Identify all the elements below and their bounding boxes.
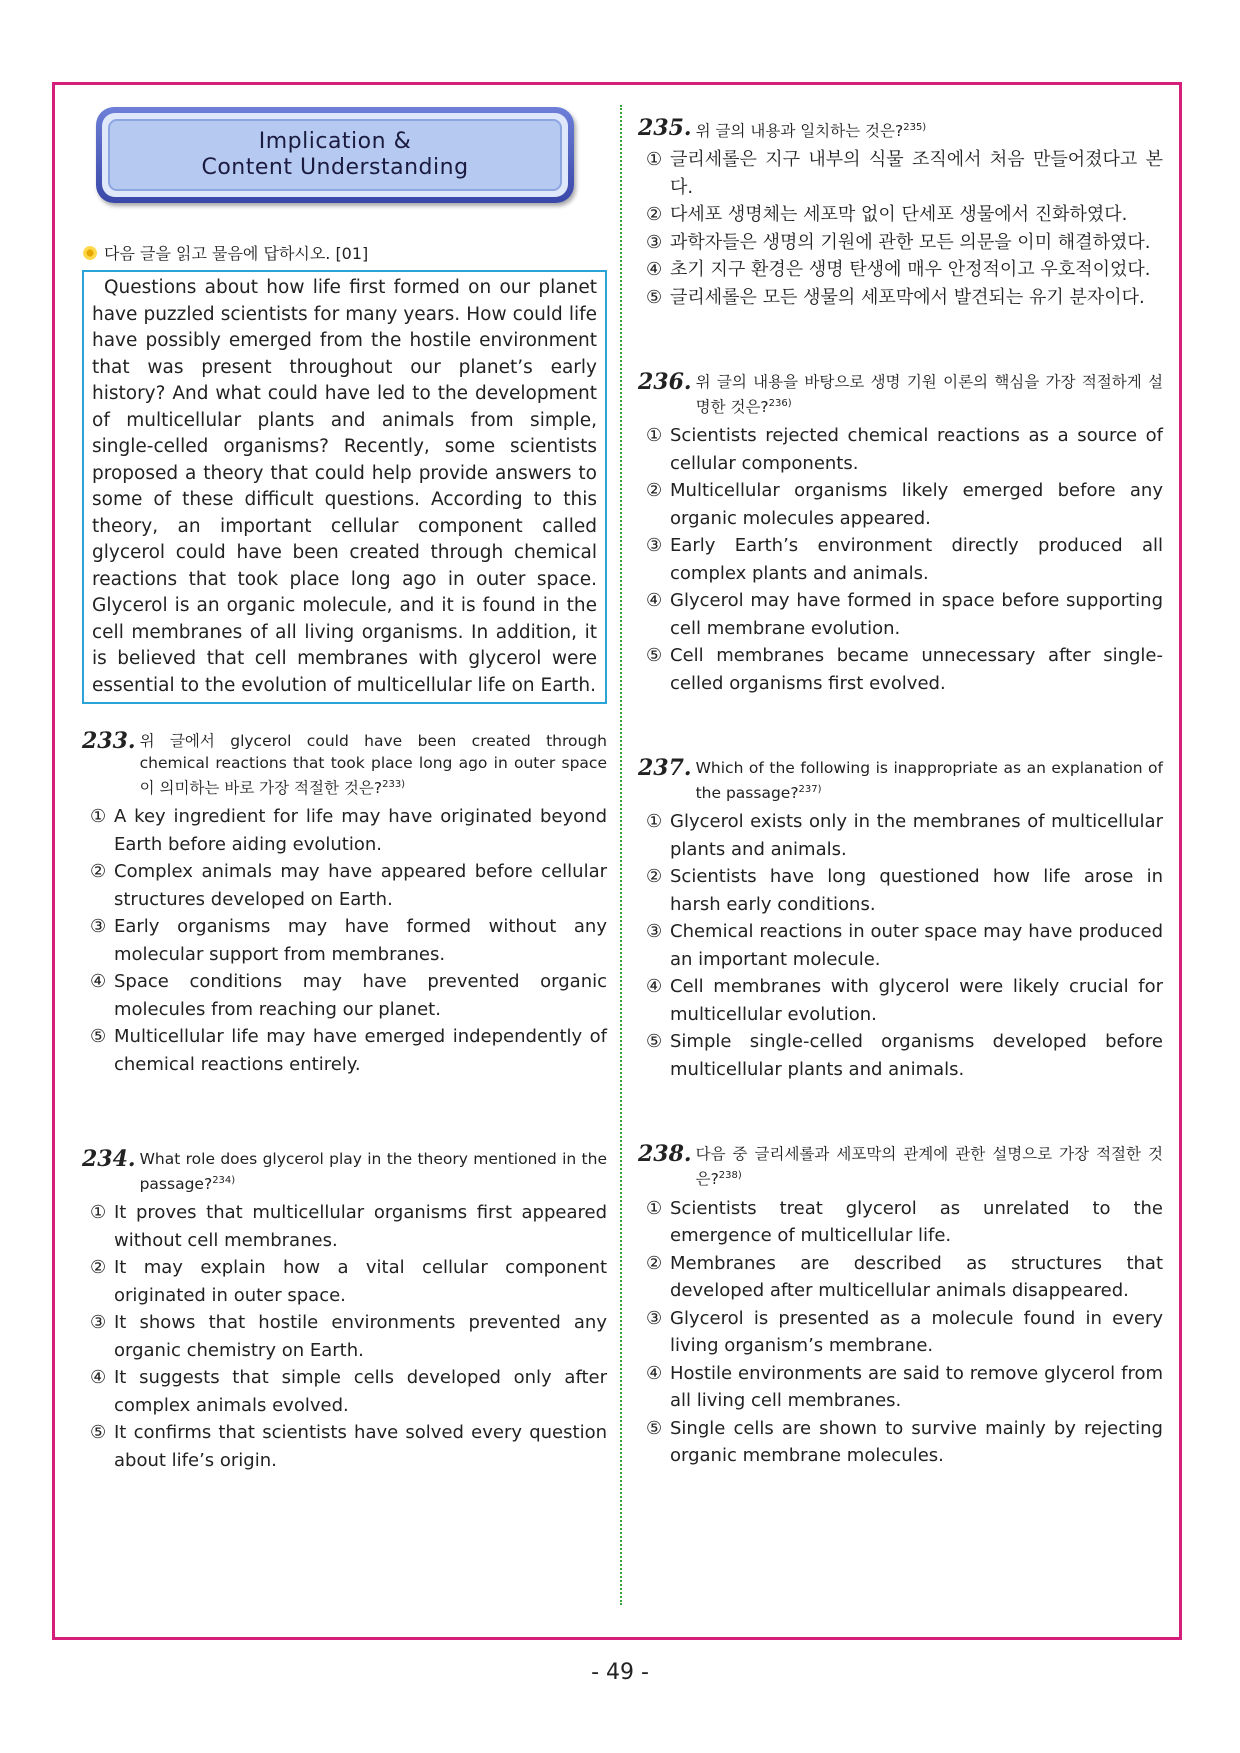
option[interactable]: ② Multicellular organisms likely emerged before any organic molecules appeared. xyxy=(646,480,1163,529)
question-text: 위 글의 내용과 일치하는 것은? xyxy=(695,122,904,141)
question-text: Which of the following is inappropriate as an explanation of the passage? xyxy=(695,759,1163,803)
option[interactable]: ③ Early Earth’s environment directly produced all complex plants and animals. xyxy=(646,535,1163,584)
option[interactable]: ③ Early organisms may have formed without any molecular support from membranes. xyxy=(90,916,607,965)
question-text: What role does glycerol play in the theory mentioned in the passage? xyxy=(139,1150,607,1194)
question-number: 235. xyxy=(638,115,692,141)
left-column xyxy=(82,105,607,1474)
option[interactable]: ④ Cell membranes with glycerol were likely crucial for multicellular evolution. xyxy=(646,976,1163,1025)
option[interactable]: ② Complex animals may have appeared before cellular structures developed on Earth. xyxy=(90,861,607,910)
question-ref: 233) xyxy=(382,779,406,790)
option[interactable]: ③ 과학자들은 생명의 기원에 관한 모든 의문을 이미 해결하였다. xyxy=(646,231,1151,253)
section-title-line2: Content Understanding xyxy=(201,155,469,180)
question-ref: 236) xyxy=(768,398,792,410)
question-text: 위 글에서 glycerol could have been created through chemical reactions that took place long ago in outer space 이 의미하는 바로 가장 적절한 것은? xyxy=(139,732,607,798)
question-ref: 235) xyxy=(903,122,927,133)
column-divider xyxy=(620,105,622,1605)
question-238 xyxy=(638,1143,1163,1469)
option[interactable]: ① Glycerol exists only in the membranes of multicellular plants and animals. xyxy=(646,811,1163,860)
option[interactable]: ② 다세포 생명체는 세포막 없이 단세포 생물에서 진화하였다. xyxy=(646,204,1128,226)
question-number: 234. xyxy=(82,1146,136,1173)
section-title-box xyxy=(96,107,574,203)
option[interactable]: ② Scientists have long questioned how life arose in harsh early conditions. xyxy=(646,866,1163,915)
reading-passage xyxy=(82,270,607,704)
option[interactable]: ⑤ Cell membranes became unnecessary after single-celled organisms first evolved. xyxy=(646,645,1163,694)
question-233 xyxy=(82,730,607,1078)
question-text: 위 글의 내용을 바탕으로 생명 기원 이론의 핵심을 가장 적절하게 설명한 것은? xyxy=(695,373,1163,417)
page-number: - 49 - xyxy=(591,1660,649,1685)
option[interactable]: ④ Space conditions may have prevented organic molecules from reaching our planet. xyxy=(90,971,607,1020)
option[interactable]: ③ It shows that hostile environments prevented any organic chemistry on Earth. xyxy=(90,1312,607,1361)
option[interactable]: ④ 초기 지구 환경은 생명 탄생에 매우 안정적이고 우호적이었다. xyxy=(646,259,1151,281)
question-235 xyxy=(638,117,1163,311)
option[interactable]: ② It may explain how a vital cellular component originated in outer space. xyxy=(90,1257,607,1306)
option[interactable]: ① 글리세롤은 지구 내부의 식물 조직에서 처음 만들어졌다고 본다. xyxy=(646,149,1163,198)
option[interactable]: ⑤ Multicellular life may have emerged independently of chemical reactions entirely. xyxy=(90,1026,607,1075)
option[interactable]: ③ Glycerol is presented as a molecule found in every living organism’s membrane. xyxy=(646,1307,1163,1357)
option[interactable]: ① Scientists rejected chemical reactions as a source of cellular components. xyxy=(646,425,1163,474)
option[interactable]: ④ Hostile environments are said to remove glycerol from all living cell membranes. xyxy=(646,1362,1163,1412)
question-number: 238. xyxy=(638,1141,692,1168)
option[interactable]: ① Scientists treat glycerol as unrelated to the emergence of multicellular life. xyxy=(646,1197,1163,1247)
question-234 xyxy=(82,1148,607,1474)
option[interactable]: ⑤ Single cells are shown to survive mainly by rejecting organic membrane molecules. xyxy=(646,1417,1163,1467)
flower-icon xyxy=(82,245,98,261)
option[interactable]: ① It proves that multicellular organisms first appeared without cell membranes. xyxy=(90,1202,607,1251)
option[interactable]: ④ Glycerol may have formed in space before supporting cell membrane evolution. xyxy=(646,590,1163,639)
instruction-text: 다음 글을 읽고 물음에 답하시오. [01] xyxy=(104,244,369,263)
question-237 xyxy=(638,757,1163,1083)
question-ref: 237) xyxy=(798,784,822,796)
section-title-line1: Implication & xyxy=(258,129,412,154)
option[interactable]: ⑤ 글리세롤은 모든 생물의 세포막에서 발견되는 유기 분자이다. xyxy=(646,286,1145,308)
right-column xyxy=(638,105,1163,1470)
question-ref: 234) xyxy=(212,1175,236,1187)
question-number: 237. xyxy=(638,755,692,782)
option[interactable]: ⑤ It confirms that scientists have solved every question about life’s origin. xyxy=(90,1422,607,1471)
instruction xyxy=(82,241,607,264)
question-number: 233. xyxy=(82,728,136,754)
passage-text: Questions about how life first formed on our planet have puzzled scientists for many years. How could life have possibly emerged from the hostile environment that was present throughout our planet’s early history? And what could have led to the development of multicellular plants and animals from simple, single-celled organisms? Recently, some scientists proposed a theory that could help provide answers to some of these difficult questions. According to this theory, an important cellular component called glycerol could have been created through chemical reactions that took place long ago in outer space. Glycerol is an organic molecule, and it is found in the cell membranes of all living organisms. In addition, it is believed that cell membranes with glycerol were essential to the evolution of multicellular life on Earth. xyxy=(92,277,597,696)
option[interactable]: ⑤ Simple single-celled organisms developed before multicellular plants and animals. xyxy=(646,1031,1163,1080)
question-text: 다음 중 글리세롤과 세포막의 관계에 관한 설명으로 가장 적절한 것은? xyxy=(695,1145,1163,1189)
option[interactable]: ① A key ingredient for life may have originated beyond Earth before aiding evolution. xyxy=(90,806,607,855)
question-236 xyxy=(638,371,1163,697)
question-ref: 238) xyxy=(718,1170,742,1182)
question-number: 236. xyxy=(638,369,692,396)
option[interactable]: ④ It suggests that simple cells developed only after complex animals evolved. xyxy=(90,1367,607,1416)
option[interactable]: ② Membranes are described as structures that developed after multicellular animals disappeared. xyxy=(646,1252,1163,1302)
option[interactable]: ③ Chemical reactions in outer space may have produced an important molecule. xyxy=(646,921,1163,970)
